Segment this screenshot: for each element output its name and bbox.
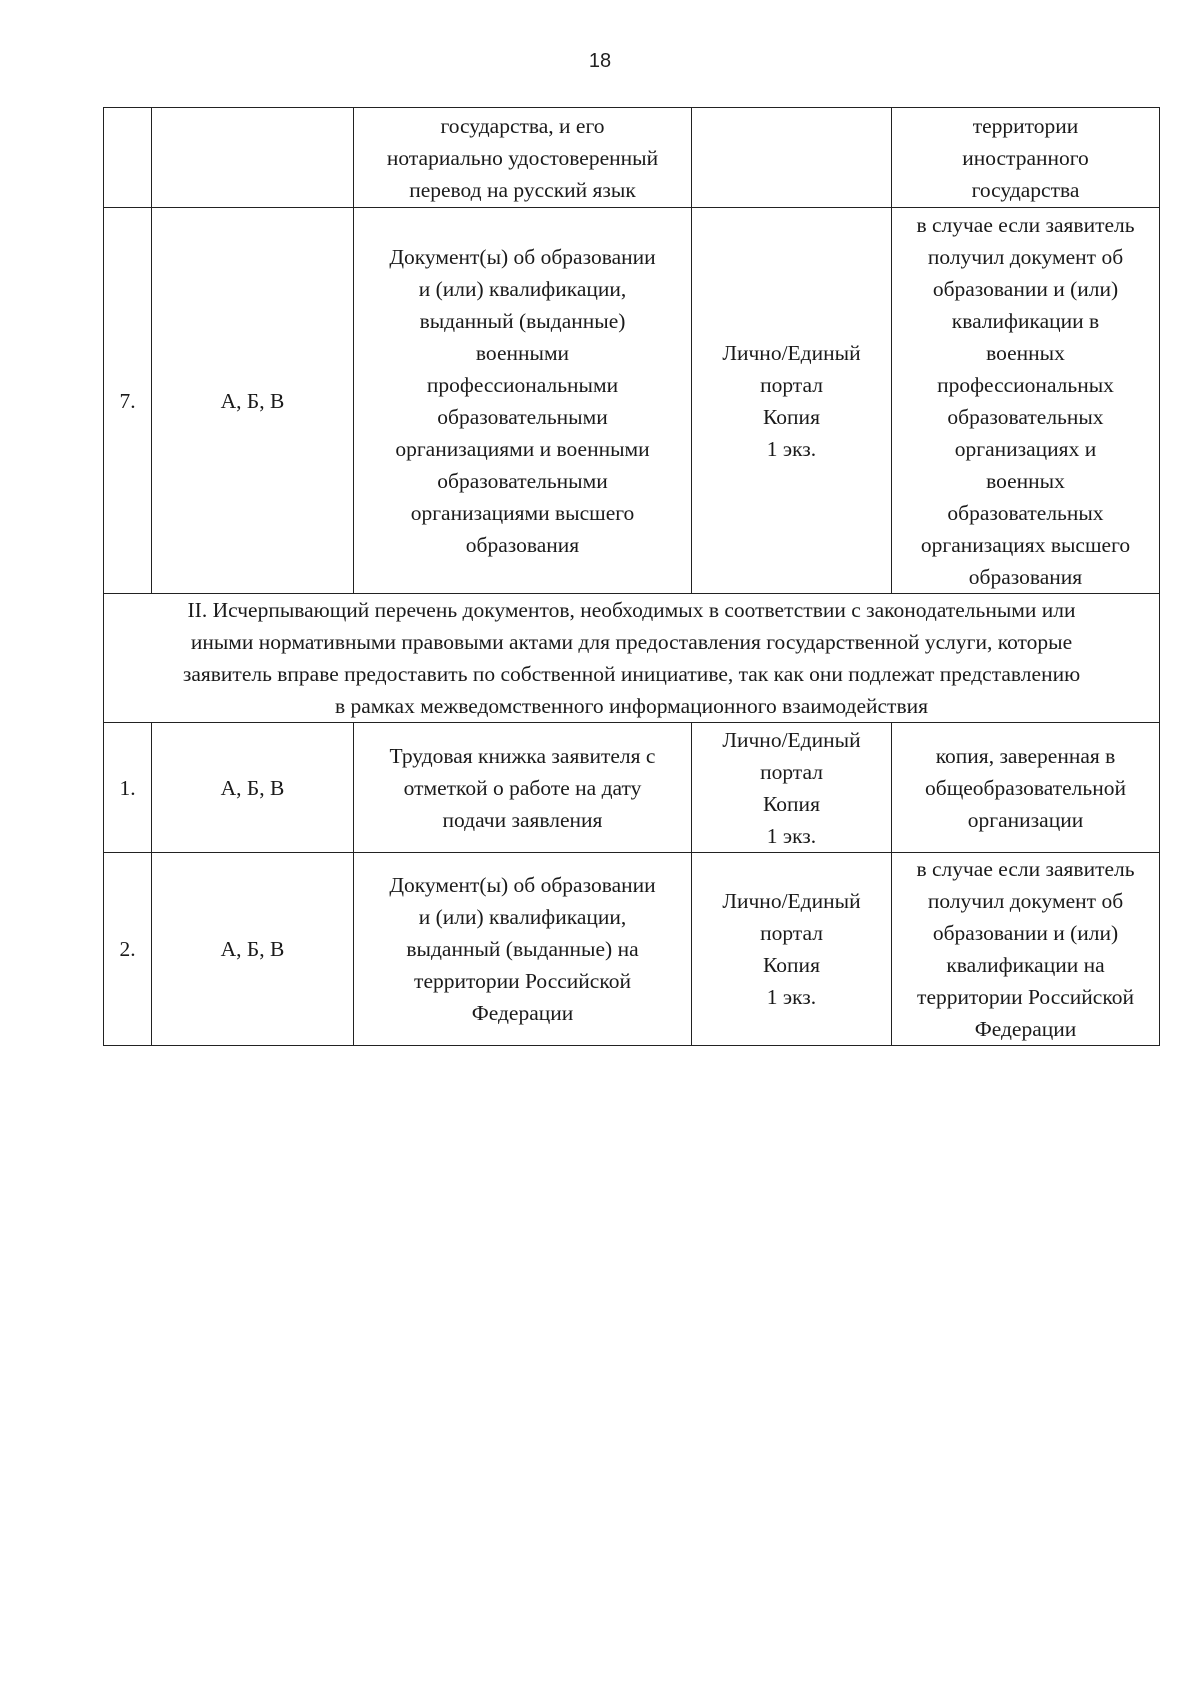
submission-method-cell: Лично/Единый портал Копия 1 экз. — [692, 208, 892, 594]
table-row — [104, 723, 1160, 853]
row-number-cell — [104, 108, 152, 208]
page-number: 18 — [588, 50, 612, 72]
row-number-cell: 7. — [104, 208, 152, 594]
note-cell: в случае если заявитель получил документ об образовании и (или) квалификации на территории Российской Федерации — [892, 853, 1160, 1046]
documents-table — [103, 107, 1160, 1046]
section-header-row — [104, 594, 1160, 723]
row-number-cell: 2. — [104, 853, 152, 1046]
document-name-cell: государства, и его нотариально удостоверенный перевод на русский язык — [354, 108, 692, 208]
document-name-cell: Документ(ы) об образовании и (или) квалификации, выданный (выданные) военными профессиональными образовательными организациями и военными образовательными организациями высшего образования — [354, 208, 692, 594]
applicant-category-cell: А, Б, В — [152, 853, 354, 1046]
submission-method-cell: Лично/Единый портал Копия 1 экз. — [692, 723, 892, 853]
table-row — [104, 108, 1160, 208]
note-cell: территории иностранного государства — [892, 108, 1160, 208]
section-header: II. Исчерпывающий перечень документов, необходимых в соответствии с законодательными или иными нормативными правовыми актами для предоставления государственной услуги, которые заявитель вправе предоставить по собственной инициативе, так как они подлежат представлению в рамках межведомственного информационного взаимодействия — [104, 594, 1160, 723]
table-row — [104, 208, 1160, 594]
note-cell: в случае если заявитель получил документ об образовании и (или) квалификации в военных профессиональных образовательных организациях и военных образовательных организациях высшего образования — [892, 208, 1160, 594]
row-number-cell: 1. — [104, 723, 152, 853]
document-name-cell: Трудовая книжка заявителя с отметкой о работе на дату подачи заявления — [354, 723, 692, 853]
document-name-cell: Документ(ы) об образовании и (или) квалификации, выданный (выданные) на территории Российской Федерации — [354, 853, 692, 1046]
submission-method-cell: Лично/Единый портал Копия 1 экз. — [692, 853, 892, 1046]
applicant-category-cell: А, Б, В — [152, 208, 354, 594]
submission-method-cell — [692, 108, 892, 208]
table-row — [104, 853, 1160, 1046]
applicant-category-cell: А, Б, В — [152, 723, 354, 853]
applicant-category-cell — [152, 108, 354, 208]
note-cell: копия, заверенная в общеобразовательной организации — [892, 723, 1160, 853]
